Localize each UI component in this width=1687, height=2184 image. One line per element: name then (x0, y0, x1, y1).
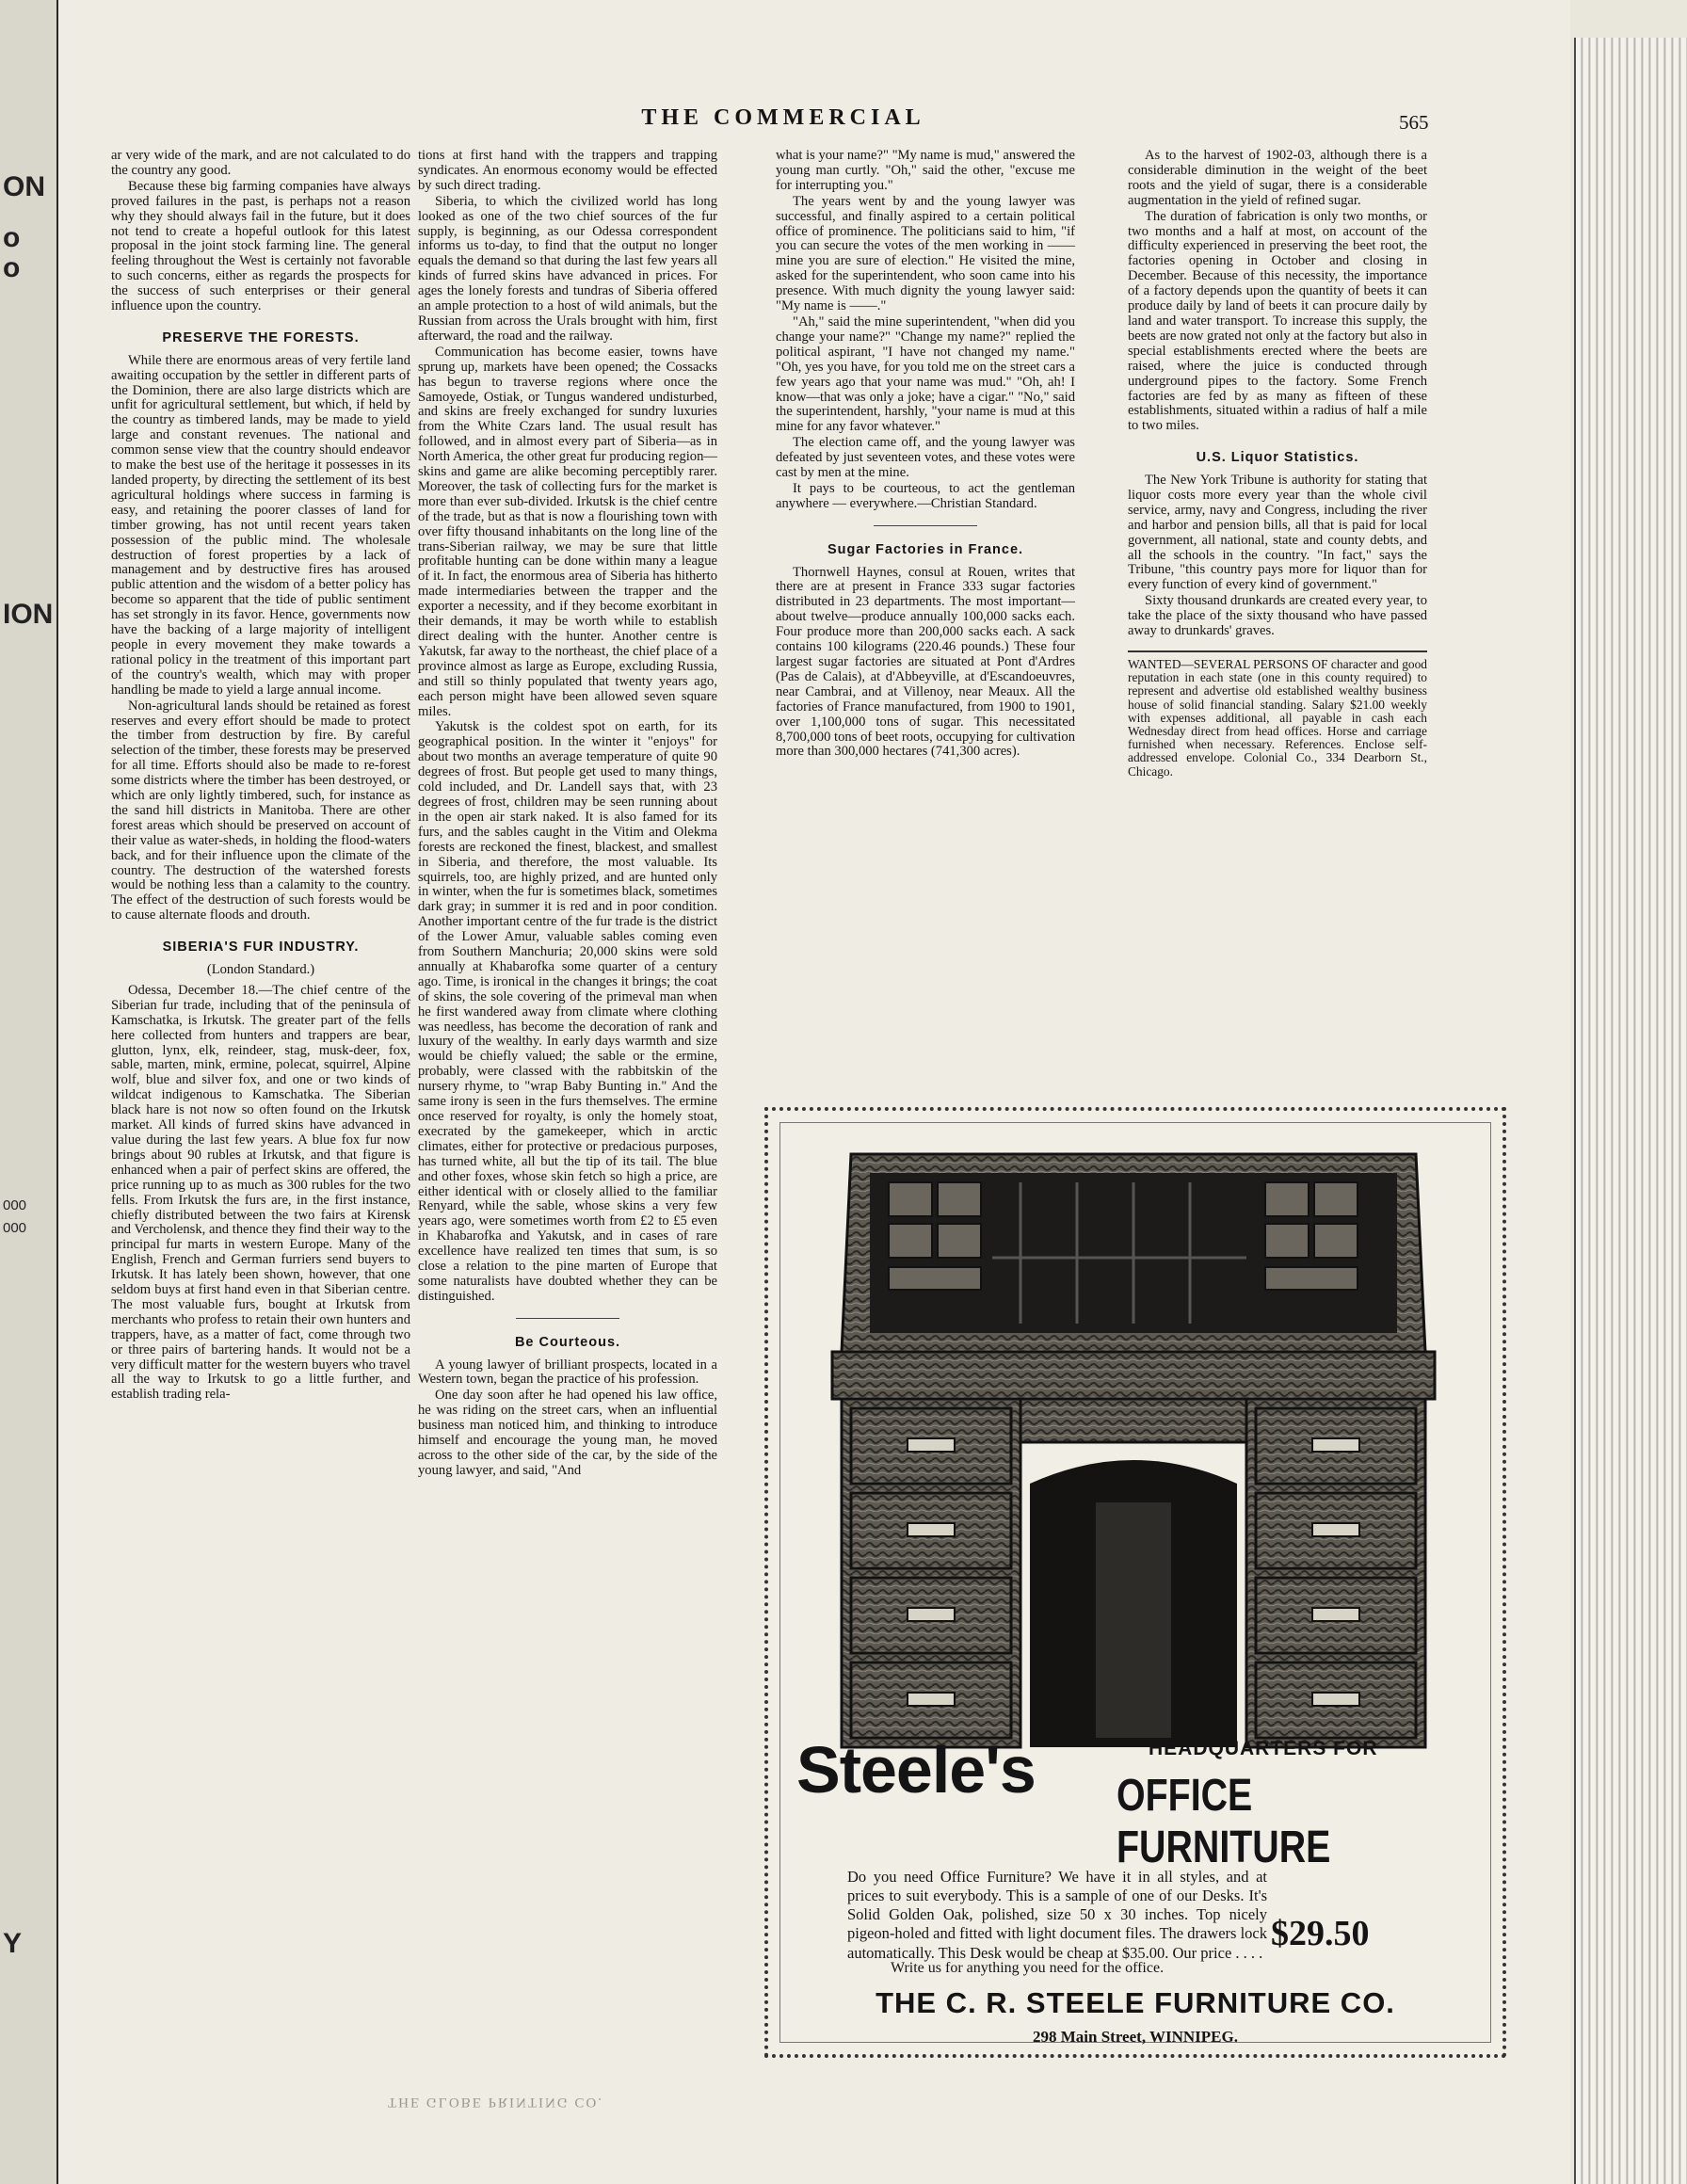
column-3 (776, 149, 1075, 761)
edge-fragment: o (3, 252, 21, 283)
article-paragraph: As to the harvest of 1902-03, although there is a considerable diminution in the weight of the beet roots and the yield of sugar, there is a considerable augmentation in the yield of refined sugar. (1128, 148, 1427, 208)
article-paragraph: The election came off, and the young lawyer was defeated by just seventeen votes, and these votes were cast by men at the mine. (776, 435, 1075, 481)
classified-ad-wanted: WANTED—SEVERAL PERSONS OF character and good reputation in each state (one in this county required) to represent and advertise old established wealthy business house of solid financial standing. Salary $21.00 weekly with expenses additional, all payable in cash each Wednesday direct from head offices. Horse and carriage furnished when necessary. References. Enclose self-addressed envelope. Colonial Co., 334 Dearborn St., Chicago. (1128, 650, 1427, 779)
article-paragraph: Because these big farming companies have always proved failures in the past, is perhaps not a reason why they should always fail in the future, but it does not tend to create a hopeful outlook for this latest proposal in the joint stock farming line. The general feeling throughout the West is certainly not favorable to such concerns, either as regards the prospects for the success of such enterprises or their general influence upon the country. (111, 178, 410, 314)
edge-fragment: 000 (3, 1197, 27, 1213)
article-source: (London Standard.) (206, 962, 315, 977)
book-page-edges (1574, 38, 1687, 2184)
article-paragraph: Siberia, to which the civilized world has long looked as one of the two chief sources of the fur supply, is beginning, as our Odessa correspondent informs us to-day, to find that the output no longer equals the demand so that during the last few years all kinds of furred skins have advanced in prices. For ages the lonely forests and tundras of Siberia offered an ample protection to a host of wild animals, but the Russian from across the Urals brought with him, first afterward, the road and the railway. (418, 193, 717, 344)
steeles-furniture-ad (764, 1107, 1506, 2058)
article-paragraph: It pays to be courteous, to act the gentleman anywhere — everywhere.—Christian Standard. (776, 480, 1075, 511)
ad-headquarters-label: HEADQUARTERS FOR (1149, 1738, 1378, 1759)
article-paragraph: ar very wide of the mark, and are not calculated to do the country any good. (111, 148, 410, 178)
column-1 (111, 149, 410, 1404)
article-paragraph: Sixty thousand drunkards are created every year, to take the place of the sixty thousand who have passed away to drunkards' graves. (1128, 593, 1427, 639)
page-number: 565 (1399, 111, 1429, 134)
edge-fragment: ON (3, 171, 45, 202)
article-paragraph: The years went by and the young lawyer was successful, and finally aspired to a certain political office of prominence. The politicians said to him, "if you can secure the votes of the men working in —— mine you are sure of election." He visited the mine, asked for the superintendent, who soon came into his presence. With much dignity the young lawyer said: "My name is ——." (776, 193, 1075, 314)
ad-company-name: THE C. R. STEELE FURNITURE CO. (876, 1986, 1395, 2019)
ad-office-furniture: OFFICE FURNITURE (1117, 1771, 1331, 1872)
article-paragraph: Communication has become easier, towns have sprung up, markets have been opened; the Cossacks has begun to traverse regions where once the Samoyede, Ostiak, or Tungus wandered undisturbed, and skins are freely exchanged for sundry luxuries from the White Czars land. The usual result has followed, and in almost every part of Siberia—as in North America, the other great fur producing region—skins and game are alike becoming perceptibly rarer. Moreover, the task of collecting furs for the market is more than ever sub-divided. Irkutsk is the chief centre of the trade, but as that is now a flourishing town with over fifty thousand inhabitants on the long line of the trans-Siberian railway, we may be sure that little profitable hunting can be done within many a league of it. In fact, the enormous area of Siberia has hitherto made intermediaries between the trapper and the exporter a necessity, and if they become exorbitant in their demands, it may be worth while to establish direct dealing with the hunter. Another centre is Yakutsk, far away to the northeast, the chief place of a province almost as large as Europe, excluding Russia, and still so thinly populated that twenty years ago, each person might have been allowed seven square miles. (418, 344, 717, 719)
article-paragraph: Odessa, December 18.—The chief centre of the Siberian fur trade, including that of the peninsula of Kamschatka, is Irkutsk. The greater part of the fells here collected from hunters and trappers are bear, glutton, lynx, elk, reindeer, stag, musk-deer, fox, sable, marten, mink, ermine, polecat, squirrel, Alpine wolf, blue and silver fox, and one or two kinds of wildcat indigenous to Kamschatka. The Siberian black hare is not now so often found on the Irkutsk market. All kinds of furred skins have advanced in value during the last few years. A blue fox fur now brings about 90 rubles at Irkutsk, and that figure is enhanced when a pair of perfect skins are offered, the price running up to as much as 300 rubles for the two fells. From Irkutsk the furs are, in the first instance, chiefly distributed between the two fairs at Kirensk and Vercholensk, and thence they find their way to the principal fur marts in western Europe. Many of the English, French and German furriers send buyers to Irkutsk. It has lately been shown, however, that one seldom buys at first hand even in that Siberian centre. The most valuable furs, bought at Irkutsk from merchants who profess to retain their own hunters and trappers, have, as a matter of fact, come through two or three pairs of bartering hands. It would not be a very difficult matter for the western buyers who travel all the way to Irkutsk to go a little further, and establish trading rela- (111, 982, 410, 1403)
edge-fragment: o (3, 222, 21, 253)
column-2 (418, 149, 717, 1480)
ad-price: $29.50 (1271, 1914, 1370, 1953)
article-paragraph: A young lawyer of brilliant prospects, located in a Western town, began the practice of his profession. (418, 1357, 717, 1388)
ad-body-text: Do you need Office Furniture? We have it in all styles, and at prices to suit everybody. This is a sample of one of our Desks. It's Solid Golden Oak, polished, size 50 x 30 inches. Top nicely pigeon-holed and fitted with light document files. The drawers lock automatically. This Desk would be cheap at $35.00. Our price . . . . (847, 1868, 1267, 1962)
headline-siberia-fur: SIBERIA'S FUR INDUSTRY. (162, 939, 360, 956)
article-paragraph: Thornwell Haynes, consul at Rouen, writes that there are at present in France 333 sugar factories distributed in 23 departments. The most important—about twelve—produce annually 100,000 sacks each. Four produce more than 200,000 sacks each. A sack contains 100 kilograms (220.46 pounds.) These four largest sugar factories are situated at Pont d'Ardres (Pas de Calais), at d'Abbeyville, at d'Escandoeuvres, near Cambrai, and at Villenoy, near Meaux. All the factories of France manufactured, from 1900 to 1901, over 1,100,000 tons of sugar. This necessitated 8,700,000 tons of beet roots, occupying for cultivation more than 300,000 hectares (741,300 acres). (776, 564, 1075, 760)
ad-call-to-action: Write us for anything you need for the office. (891, 1960, 1165, 1976)
adjacent-page-strip (0, 0, 59, 2184)
ad-brand-name: Steele's (796, 1733, 1036, 1807)
article-paragraph: The New York Tribune is authority for stating that liquor costs more every year than the whole civil service, army, navy and Congress, including the river and harbor and pension bills, all that is paid for local government, all national, state and county debts, and all the schools in the country. "In fact," says the Tribune, "this country pays more for liquor than for every function of every kind of government." (1128, 473, 1427, 593)
column-4 (1128, 149, 1427, 779)
article-paragraph: Yakutsk is the coldest spot on earth, for its geographical position. In the winter it "enjoys" for about two months an average temperature of quite 90 degrees of frost. But people get used to many things, cold included, and Dr. Landell says that, with 23 degrees of frost, children may be seen running about in the open air stark naked. It is also famed for its furs, and the sables caught in the Vitim and Olekma forests are reckoned the finest, blackest, and smallest in Siberia, and therefore, the most valuable. Its squirrels, too, are highly prized, and are hunted only in winter, when the fur is sometimes black, sometimes dark gray; in summer it is red and in poor condition. Another important centre of the fur trade is the district of the Lower Amur, valuable sables coming even from Southern Manchuria; 20,000 skins were sold annually at Khabarofka some quarter of a century ago. Time, is ironical in the changes it brings; the coat of skins, the sole covering of the primeval man when he first wandered away from climate where clothing was needless, has become the decoration of rank and luxury of the wealthy. In early days warmth and size would be chiefly valued; the sable or the ermine, probably, were classed with the rabbitskin of the nursery rhyme, to "wrap Baby Bunting in." And the same irony is seen in the furs themselves. The ermine once reserved for royalty, is only the homely stoat, execrated by the gamekeeper, which in arctic climates, either for protective or predacious purposes, has turned white, all but the tip of its tail. The blue and other foxes, whose skin fetch so high a price, are either identical with or closely allied to the familiar Renyard, while the sable, whose skins a very few years ago, were sometimes worth from £2 to £5 even in Khabarofka and Yakutsk, and in cases of rare excellence have realized ten times that sum, is so close a relation to the pine marten of Europe that some naturalists have doubted whether they can be distinguished. (418, 719, 717, 1304)
masthead: THE COMMERCIAL (641, 105, 925, 130)
headline-preserve-forests: PRESERVE THE FORESTS. (162, 329, 360, 345)
article-paragraph: Non-agricultural lands should be retained as forest reserves and every effort should be made to protect the timber from destruction by fire. By careful selection of the timber, these forests may be preserved for all time. Efforts should also be made to re-forest some districts where the timber has been destroyed, or which are only lightly timbered, such, for instance as the sand hill districts in Manitoba. There are other forest areas which should be preserved on account of their value as water-sheds, in holding the flood-waters back, and for their influence upon the climate of the country. The destruction of the watershed forests would be nothing less than a calamity to the country. The effect of the destruction of such forests would be to cause alternate floods and drouth. (111, 698, 410, 923)
headline-sugar-factories: Sugar Factories in France. (827, 541, 1024, 557)
headline-be-courteous: Be Courteous. (514, 1334, 621, 1350)
article-paragraph: tions at first hand with the trappers and trapping syndicates. An enormous economy would be effected by such direct trading. (418, 148, 717, 193)
article-paragraph: One day soon after he had opened his law office, he was riding on the street cars, when an influential business man noticed him, and thinking to introduce himself and encourage the young man, he moved across to the other side of the car, by the side of the young lawyer, and said, "And (418, 1388, 717, 1478)
edge-fragment: ION (3, 599, 54, 630)
edge-fragment: Y (3, 1928, 23, 1959)
divider (874, 525, 977, 526)
show-through-text: THE GLOBE PRINTING CO. (388, 2095, 603, 2110)
divider (516, 1318, 619, 1319)
newspaper-page (58, 0, 1570, 2184)
roll-top-desk-illustration (813, 1145, 1454, 1760)
article-paragraph: "Ah," said the mine superintendent, "when did you change your name?" "Change my name?" replied the political aspirant, "I have not changed my name." "Oh, yes you have, for you told me on the street cars a few years ago that your name was mud." "Oh, ah! I know—that was only a joke; have a cigar." "No," said the superintendent, harshly, "your name is mud at this mine for any favor whatever." (776, 313, 1075, 435)
article-paragraph: what is your name?" "My name is mud," answered the young man curtly. "Oh," said the other, "excuse me for interrupting you." (776, 148, 1075, 193)
article-paragraph: While there are enormous areas of very fertile land awaiting occupation by the settler in different parts of the Dominion, there are also large districts which are unfit for agricultural settlement, but which, if held by the country as timbered lands, may be made to yield large and constant revenues. The national and common sense view that the country should endeavor to make the best use of the heritage it possesses in its landed property, by directing the settlement of its best agricultural holdings where success in farming is easy, and retaining the poorer classes of land for timber growing, has not until recent years taken possession of the public mind. The wholesale destruction of forest properties by a lack of management and by destructive fires has aroused public attention and the wisdom of a better policy has become so apparent that the tide of public sentiment has set strongly in its favor. Hence, governments now have the backing of a large majority of intelligent people in every movement they make towards a rational policy in the treatment of this important part of the country's wealth, which may with proper handling be made to yield a large annual income. (111, 352, 410, 698)
article-paragraph: The duration of fabrication is only two months, or two months and a half at most, on account of the difficulty experienced in preserving the beet root, the factories opening in October and closing in December. Because of this necessity, the importance of a factory depends upon the quantity of beets it can produce daily by land of beets it can procure daily by land and water transport. To increase this supply, the beets are now grated not only at the factory but also in special establishments erected where the beets are raised, where the juice is conducted through underground pipes to the factory. Some French factories are fed by as many as fifteen of these establishments, situated within a radius of half a mile to two miles. (1128, 208, 1427, 434)
headline-liquor-statistics: U.S. Liquor Statistics. (1196, 450, 1359, 466)
ad-address: 298 Main Street, WINNIPEG. (1032, 2028, 1238, 2046)
edge-fragment: 000 (3, 1220, 27, 1236)
